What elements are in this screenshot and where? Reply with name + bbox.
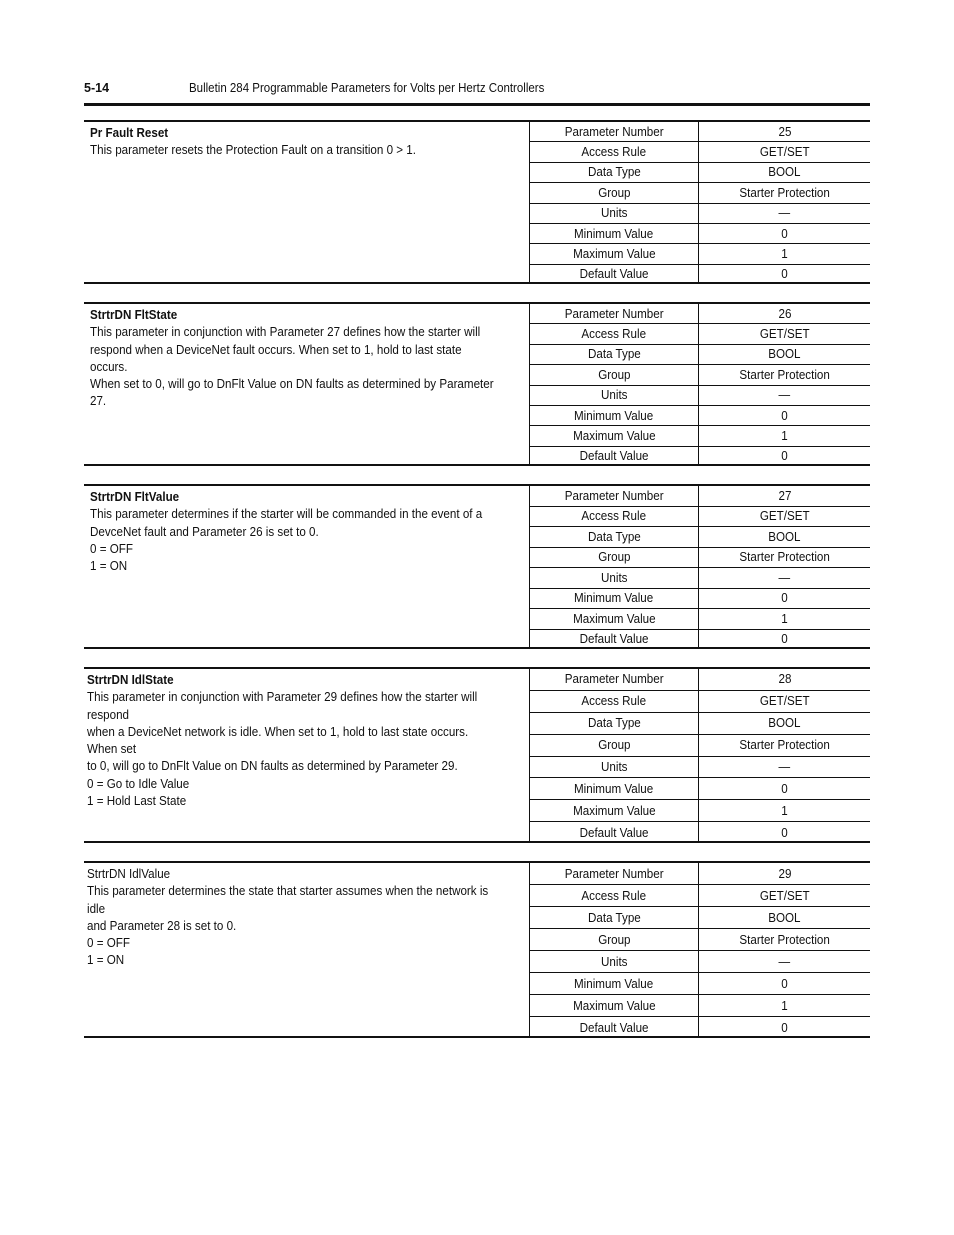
table-row bbox=[530, 973, 870, 995]
row-label: Access Rule bbox=[581, 694, 647, 709]
row-label: Group bbox=[597, 738, 631, 753]
parameter-description-panel bbox=[87, 672, 525, 810]
row-value: Starter Protection bbox=[739, 932, 830, 947]
row-value: BOOL bbox=[768, 910, 801, 925]
row-label: Minimum Value bbox=[574, 781, 654, 796]
row-label: Data Type bbox=[587, 529, 641, 544]
table-row bbox=[530, 568, 870, 589]
row-value: Starter Protection bbox=[739, 738, 830, 753]
row-value: 1 bbox=[781, 998, 788, 1013]
row-label: Data Type bbox=[587, 347, 641, 362]
document-title: Bulletin 284 Programmable Parameters for Volts per Hertz Controllers bbox=[189, 81, 545, 95]
parameter-block-27 bbox=[84, 484, 870, 649]
row-label: Maximum Value bbox=[572, 998, 656, 1013]
table-row bbox=[530, 630, 870, 650]
row-label: Parameter Number bbox=[564, 488, 664, 503]
parameter-name: StrtrDN FltValue bbox=[90, 490, 180, 504]
row-label: Group bbox=[597, 185, 631, 200]
row-label: Parameter Number bbox=[564, 672, 664, 687]
parameter-table bbox=[529, 669, 870, 843]
table-row bbox=[530, 778, 870, 800]
row-label: Units bbox=[600, 570, 628, 585]
row-label: Maximum Value bbox=[572, 803, 656, 818]
table-row bbox=[530, 426, 870, 446]
parameter-table bbox=[529, 304, 870, 466]
parameter-description: This parameter in conjunction with Parameter 29 defines how the starter will respond when a DeviceNet network is idle. When set to 1, hold to last state occurs. When set to 0, will go to DnFlt Value on DN faults as determined by Parameter 29. 0 = Go to Idle Value 1 = Hold Last State bbox=[87, 690, 478, 809]
row-label: Group bbox=[597, 932, 631, 947]
row-value: BOOL bbox=[768, 716, 801, 731]
row-value: Starter Protection bbox=[739, 185, 830, 200]
table-row bbox=[530, 224, 870, 244]
row-value: GET/SET bbox=[759, 509, 810, 524]
table-row bbox=[530, 244, 870, 264]
parameter-table bbox=[529, 486, 870, 649]
parameter-name: Pr Fault Reset bbox=[90, 126, 169, 140]
row-label: Group bbox=[597, 550, 631, 565]
parameter-description-panel bbox=[90, 125, 528, 160]
row-value: Starter Protection bbox=[739, 367, 830, 382]
row-label: Maximum Value bbox=[572, 611, 656, 626]
row-value: — bbox=[778, 570, 791, 585]
row-label: Parameter Number bbox=[564, 306, 664, 321]
row-label: Data Type bbox=[587, 910, 641, 925]
table-row bbox=[530, 142, 870, 162]
parameter-description-panel bbox=[90, 489, 528, 575]
row-value: Starter Protection bbox=[739, 550, 830, 565]
parameter-block-28 bbox=[84, 667, 870, 843]
parameter-name: StrtrDN IdlValue bbox=[87, 867, 171, 881]
table-row bbox=[530, 345, 870, 365]
table-row bbox=[530, 907, 870, 929]
parameter-table bbox=[529, 122, 870, 284]
table-row bbox=[530, 1017, 870, 1038]
table-row bbox=[530, 951, 870, 973]
table-row bbox=[530, 324, 870, 344]
row-value: 0 bbox=[781, 591, 788, 606]
row-value: 1 bbox=[781, 246, 788, 261]
row-value: 1 bbox=[781, 611, 788, 626]
row-label: Units bbox=[600, 206, 628, 221]
row-label: Units bbox=[600, 759, 628, 774]
row-label: Default Value bbox=[579, 632, 649, 647]
row-value: 1 bbox=[781, 428, 788, 443]
row-label: Default Value bbox=[579, 449, 649, 464]
row-value: 26 bbox=[778, 306, 791, 321]
row-value: — bbox=[778, 206, 791, 221]
row-label: Group bbox=[597, 367, 631, 382]
table-row bbox=[530, 406, 870, 426]
row-label: Access Rule bbox=[581, 509, 647, 524]
row-label: Units bbox=[600, 954, 628, 969]
parameter-description: This parameter resets the Protection Fault on a transition 0 > 1. bbox=[90, 143, 416, 158]
table-row bbox=[530, 548, 870, 569]
table-row bbox=[530, 995, 870, 1017]
table-row bbox=[530, 822, 870, 843]
table-row bbox=[530, 163, 870, 183]
table-row bbox=[530, 183, 870, 203]
row-label: Parameter Number bbox=[564, 124, 664, 139]
row-value: 0 bbox=[781, 632, 788, 647]
table-row bbox=[530, 800, 870, 822]
row-value: 28 bbox=[778, 672, 791, 687]
row-value: 25 bbox=[778, 124, 791, 139]
row-value: 0 bbox=[781, 226, 788, 241]
table-row bbox=[530, 507, 870, 528]
row-value: 0 bbox=[781, 781, 788, 796]
page-header bbox=[84, 81, 870, 106]
table-row bbox=[530, 929, 870, 951]
row-value: GET/SET bbox=[759, 145, 810, 160]
table-row bbox=[530, 486, 870, 507]
row-value: 27 bbox=[778, 488, 791, 503]
table-row bbox=[530, 609, 870, 630]
parameter-name: StrtrDN IdlState bbox=[87, 673, 174, 687]
row-label: Minimum Value bbox=[574, 591, 654, 606]
parameter-description: This parameter determines if the starter will be commanded in the event of a DevceNet fault and Parameter 26 is set to 0. 0 = OFF 1 = ON bbox=[90, 507, 483, 574]
row-label: Data Type bbox=[587, 716, 641, 731]
parameter-block-29 bbox=[84, 861, 870, 1038]
row-value: 0 bbox=[781, 267, 788, 282]
row-value: 1 bbox=[781, 803, 788, 818]
table-row bbox=[530, 265, 870, 284]
table-row bbox=[530, 122, 870, 142]
table-row bbox=[530, 735, 870, 757]
table-row bbox=[530, 447, 870, 466]
row-label: Minimum Value bbox=[574, 226, 654, 241]
row-label: Access Rule bbox=[581, 145, 647, 160]
table-row bbox=[530, 863, 870, 885]
parameter-block-26 bbox=[84, 302, 870, 466]
table-row bbox=[530, 365, 870, 385]
row-value: 29 bbox=[778, 866, 791, 881]
row-value: GET/SET bbox=[759, 888, 810, 903]
parameter-table bbox=[529, 863, 870, 1038]
row-label: Access Rule bbox=[581, 888, 647, 903]
row-value: BOOL bbox=[768, 347, 801, 362]
parameter-block-25 bbox=[84, 120, 870, 284]
table-row bbox=[530, 885, 870, 907]
table-row bbox=[530, 713, 870, 735]
table-row bbox=[530, 757, 870, 779]
row-value: BOOL bbox=[768, 529, 801, 544]
row-label: Minimum Value bbox=[574, 408, 654, 423]
row-label: Default Value bbox=[579, 267, 649, 282]
parameter-name: StrtrDN FltState bbox=[90, 308, 178, 322]
row-value: GET/SET bbox=[759, 327, 810, 342]
row-value: — bbox=[778, 388, 791, 403]
table-row bbox=[530, 204, 870, 224]
row-value: 0 bbox=[781, 976, 788, 991]
row-value: — bbox=[778, 954, 791, 969]
table-row bbox=[530, 589, 870, 610]
row-label: Access Rule bbox=[581, 327, 647, 342]
table-row bbox=[530, 304, 870, 324]
row-value: GET/SET bbox=[759, 694, 810, 709]
row-label: Maximum Value bbox=[572, 428, 656, 443]
row-label: Default Value bbox=[579, 825, 649, 840]
parameter-description: This parameter determines the state that starter assumes when the network is idle and Parameter 28 is set to 0. 0 = OFF 1 = ON bbox=[87, 884, 489, 968]
parameter-description-panel bbox=[87, 866, 525, 970]
page-number: 5-14 bbox=[84, 81, 110, 95]
row-label: Default Value bbox=[579, 1020, 649, 1035]
row-label: Parameter Number bbox=[564, 866, 664, 881]
row-value: 0 bbox=[781, 1020, 788, 1035]
row-label: Data Type bbox=[587, 165, 641, 180]
row-value: 0 bbox=[781, 449, 788, 464]
row-value: BOOL bbox=[768, 165, 801, 180]
row-label: Maximum Value bbox=[572, 246, 656, 261]
row-value: — bbox=[778, 759, 791, 774]
table-row bbox=[530, 669, 870, 691]
table-row bbox=[530, 386, 870, 406]
row-value: 0 bbox=[781, 825, 788, 840]
row-label: Minimum Value bbox=[574, 976, 654, 991]
row-value: 0 bbox=[781, 408, 788, 423]
parameter-description-panel bbox=[90, 307, 528, 411]
table-row bbox=[530, 691, 870, 713]
row-label: Units bbox=[600, 388, 628, 403]
table-row bbox=[530, 527, 870, 548]
parameter-description: This parameter in conjunction with Parameter 27 defines how the starter will respond when a DeviceNet fault occurs. When set to 1, hold to last state occurs. When set to 0, will go to DnFlt Value on DN faults as determined by Parameter 27. bbox=[90, 325, 494, 409]
